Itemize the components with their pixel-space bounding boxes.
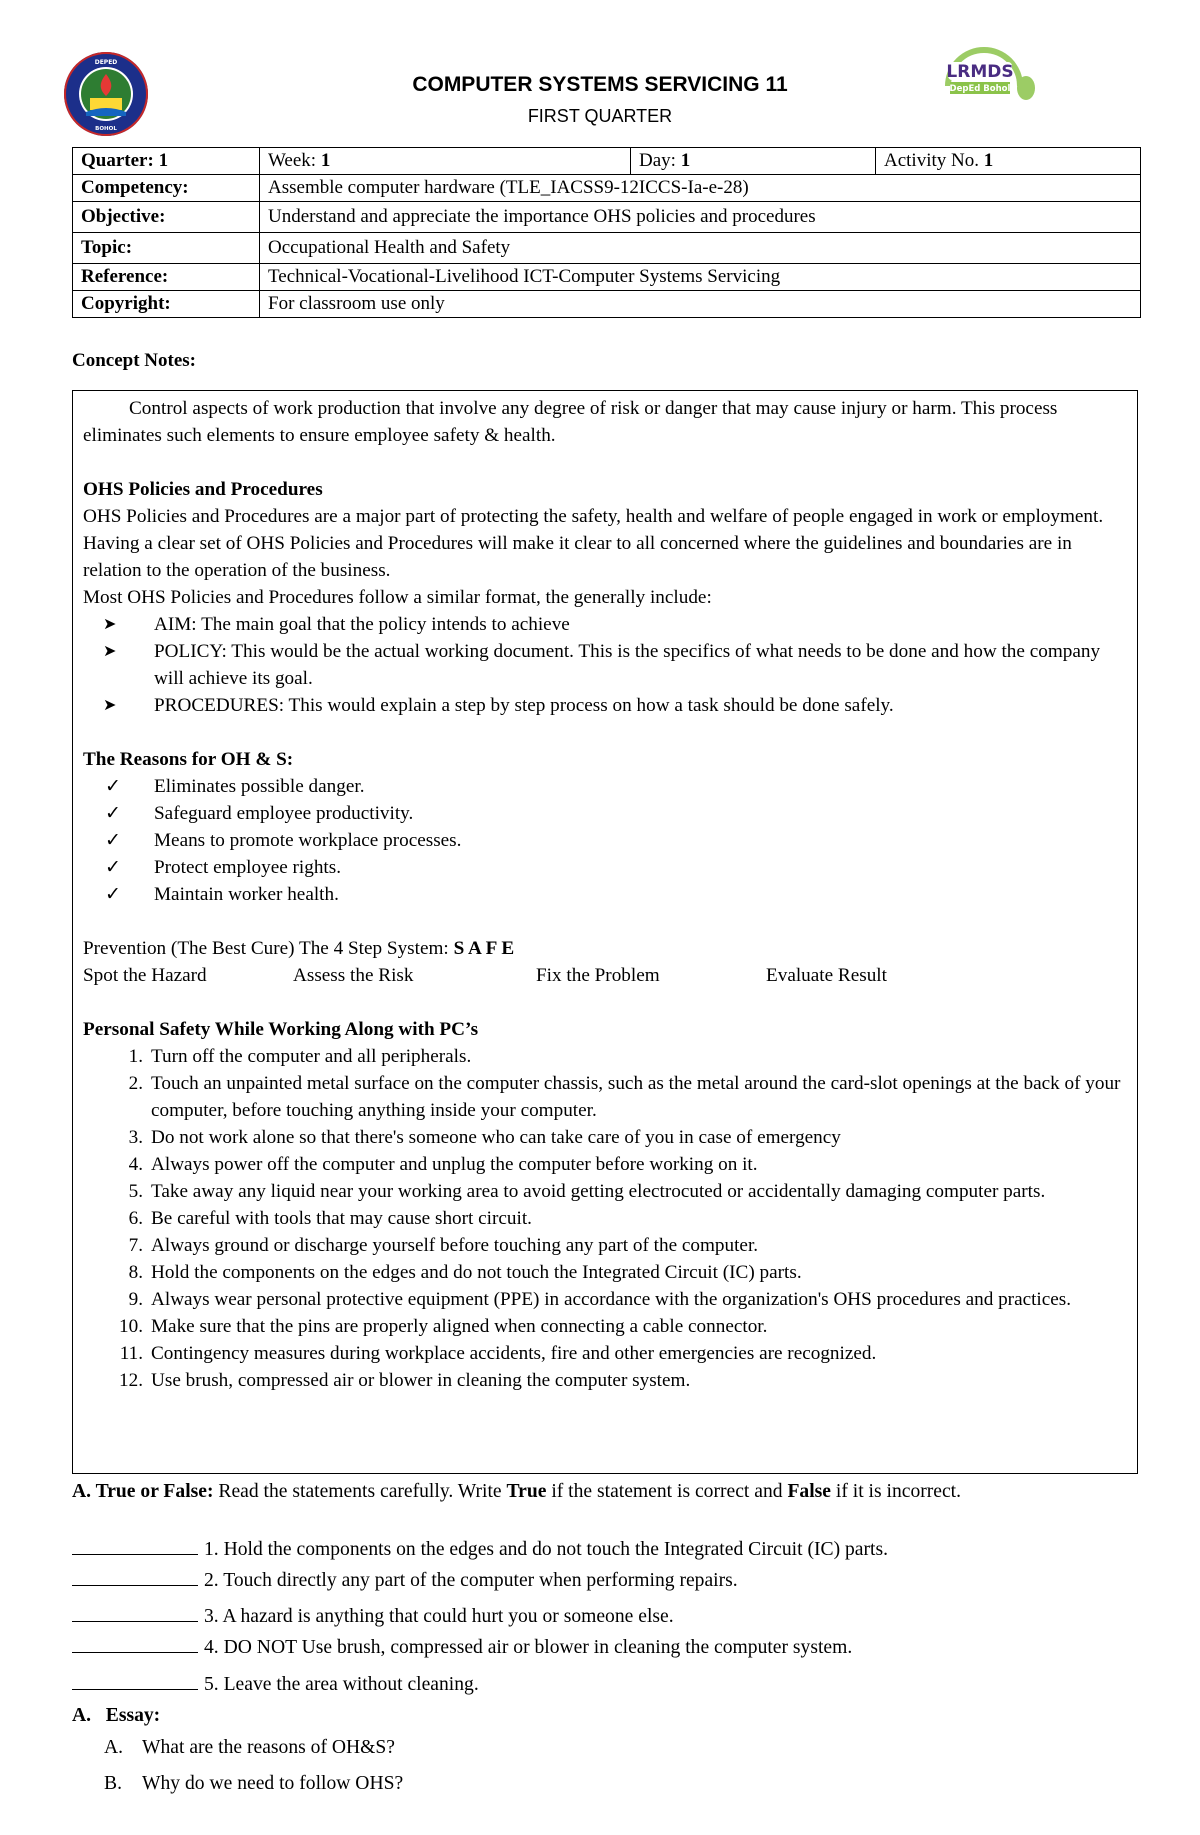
page-subtitle: FIRST QUARTER	[527, 106, 673, 126]
list-item: ✓ Means to promote workplace processes.	[83, 827, 1127, 854]
ohs-paragraph: OHS Policies and Procedures are a major part of protecting the safety, health and welfare of people engaged in work or employment. Having a clear set of OHS Policies and Procedures will make it clear to all concerned where the guidelines and boundaries are in relation to the operation of the business.	[83, 506, 1104, 581]
info-row-objective	[73, 202, 1141, 233]
list-item: ➤ POLICY: This would be the actual working document. This is the specifics of what needs to be done and how the company will achieve its goal.	[83, 638, 1127, 692]
competency-label: Competency:	[73, 175, 260, 202]
answer-blank[interactable]	[72, 1671, 198, 1690]
personal-safety-list	[83, 1043, 1127, 1394]
info-row-quarter	[73, 148, 1141, 175]
essay-heading: A. Essay:	[72, 1705, 161, 1726]
personal-safety-heading: Personal Safety While Working Along with PC’s	[83, 1019, 479, 1040]
concept-notes-heading: Concept Notes:	[72, 350, 197, 371]
reasons-list	[83, 773, 1127, 908]
activity-cell: Activity No. 1	[876, 148, 1141, 175]
reasons-heading: The Reasons for OH & S:	[83, 749, 294, 770]
checkmark-icon: ✓	[105, 830, 122, 851]
list-item: ➤ PROCEDURES: This would explain a step by step process on how a task should be done safely.	[83, 692, 1127, 719]
info-row-copyright	[73, 291, 1141, 318]
info-row-topic	[73, 233, 1141, 264]
checkmark-icon: ✓	[105, 884, 122, 905]
list-item: 6. Be careful with tools that may cause short circuit.	[128, 1208, 532, 1229]
page-title: COMPUTER SYSTEMS SERVICING 11	[412, 73, 788, 96]
list-item: 3. Do not work alone so that there's someone who can take care of you in case of emergency	[128, 1127, 841, 1148]
week-cell: Week: 1	[260, 148, 631, 175]
quarter-cell: Quarter: 1	[73, 148, 260, 175]
list-item: 4. Always power off the computer and unplug the computer before working on it.	[128, 1154, 758, 1175]
list-item: 12. Use brush, compressed air or blower in cleaning the computer system.	[119, 1370, 691, 1391]
list-item: ✓ Protect employee rights.	[83, 854, 1127, 881]
true-false-item: 5. Leave the area without cleaning.	[72, 1671, 1142, 1699]
ohs-heading: OHS Policies and Procedures	[83, 479, 323, 500]
safe-step: Assess the Risk	[293, 965, 414, 986]
safe-system-line: Prevention (The Best Cure) The 4 Step System: S A F E	[83, 938, 515, 959]
arrow-bullet-icon: ➤	[103, 643, 117, 660]
list-item: ✓ Safeguard employee productivity.	[83, 800, 1127, 827]
arrow-bullet-icon: ➤	[103, 616, 117, 633]
true-false-item: 1. Hold the components on the edges and do not touch the Integrated Circuit (IC) parts.	[72, 1536, 1142, 1564]
list-item: ✓ Eliminates possible danger.	[83, 773, 1127, 800]
essay-question: B. Why do we need to follow OHS?	[104, 1773, 404, 1794]
list-item: 11. Contingency measures during workplace accidents, fire and other emergencies are recognized.	[119, 1343, 877, 1364]
day-cell: Day: 1	[631, 148, 876, 175]
copyright-label: Copyright:	[73, 291, 260, 318]
topic-label: Topic:	[73, 233, 260, 264]
lesson-info-table	[72, 147, 1141, 318]
true-false-item: 4. DO NOT Use brush, compressed air or blower in cleaning the computer system.	[72, 1634, 1142, 1662]
list-item: 5. Take away any liquid near your working area to avoid getting electrocuted or accidentally damaging computer parts.	[128, 1181, 1046, 1202]
list-item: 10. Make sure that the pins are properly aligned when connecting a cable connector.	[119, 1316, 768, 1337]
objective-label: Objective:	[73, 202, 260, 233]
safe-step: Fix the Problem	[536, 965, 660, 986]
svg-text:DEPED: DEPED	[94, 59, 118, 66]
checkmark-icon: ✓	[105, 776, 122, 797]
safe-step: Evaluate Result	[766, 965, 887, 986]
safe-step: Spot the Hazard	[83, 965, 207, 986]
answer-blank[interactable]	[72, 1634, 198, 1653]
checkmark-icon: ✓	[105, 803, 122, 824]
lrmds-logo-subtext: DepEd Bohol	[949, 84, 1011, 94]
checkmark-icon: ✓	[105, 857, 122, 878]
ohs-format-intro: Most OHS Policies and Procedures follow a similar format, the generally include:	[83, 587, 712, 608]
list-item: 9. Always wear personal protective equipment (PPE) in accordance with the organization's OHS procedures and practices.	[128, 1289, 1072, 1310]
topic-value: Occupational Health and Safety	[260, 233, 1141, 264]
true-false-item: 3. A hazard is anything that could hurt you or someone else.	[72, 1603, 1142, 1631]
true-false-item: 2. Touch directly any part of the computer when performing repairs.	[72, 1567, 1142, 1595]
list-item: 8. Hold the components on the edges and do not touch the Integrated Circuit (IC) parts.	[128, 1262, 802, 1283]
arrow-bullet-icon: ➤	[103, 697, 117, 714]
safe-steps-row	[83, 962, 1127, 989]
competency-value: Assemble computer hardware (TLE_IACSS9-12ICCS-Ia-e-28)	[260, 175, 1141, 202]
info-row-competency	[73, 175, 1141, 202]
essay-question: A. What are the reasons of OH&S?	[104, 1737, 395, 1758]
intro-paragraph: Control aspects of work production that involve any degree of risk or danger that may cause injury or harm. This process eliminates such elements to ensure employee safety & health.	[83, 398, 1058, 446]
list-item: 1. Turn off the computer and all peripherals.	[128, 1046, 472, 1067]
reference-label: Reference:	[73, 264, 260, 291]
concept-notes-box	[72, 390, 1138, 1474]
lrmds-logo-text: LRMDS	[946, 62, 1014, 82]
answer-blank[interactable]	[72, 1536, 198, 1555]
list-item: 7. Always ground or discharge yourself before touching any part of the computer.	[128, 1235, 759, 1256]
list-item: ➤ AIM: The main goal that the policy intends to achieve	[83, 611, 1127, 638]
list-item: 2. Touch an unpainted metal surface on the computer chassis, such as the metal around the card-slot openings at the back of your computer, before touching anything inside your computer.	[128, 1073, 1121, 1121]
format-list	[83, 611, 1127, 719]
answer-blank[interactable]	[72, 1603, 198, 1622]
copyright-value: For classroom use only	[260, 291, 1141, 318]
objective-value: Understand and appreciate the importance OHS policies and procedures	[260, 202, 1141, 233]
info-row-reference	[73, 264, 1141, 291]
answer-blank[interactable]	[72, 1567, 198, 1586]
reference-value: Technical-Vocational-Livelihood ICT-Computer Systems Servicing	[260, 264, 1141, 291]
list-item: ✓ Maintain worker health.	[83, 881, 1127, 908]
svg-text:BOHOL: BOHOL	[95, 126, 117, 132]
true-false-instructions: A. True or False: Read the statements carefully. Write True if the statement is correct and False if it is incorrect.	[72, 1481, 962, 1502]
